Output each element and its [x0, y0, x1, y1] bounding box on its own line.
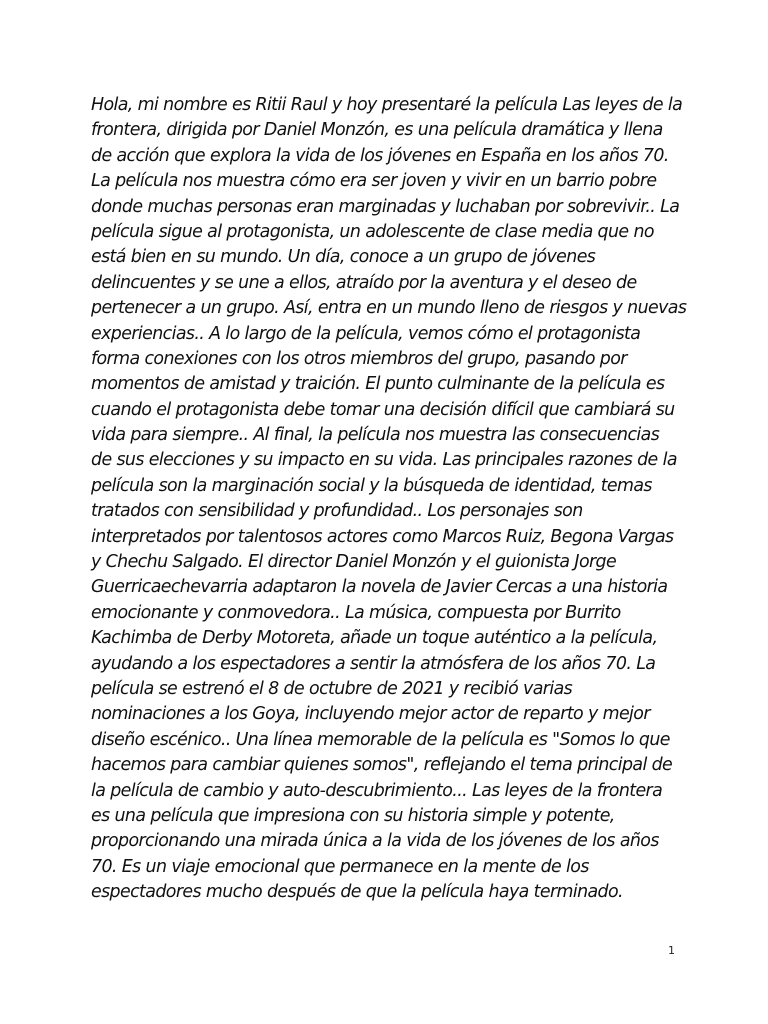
text-line: delincuentes y se une a ellos, atraído por la aventura y el deseo de	[91, 272, 637, 293]
text-line: es una película que impresiona con su historia simple y potente,	[91, 805, 615, 826]
text-line: y Chechu Salgado. El director Daniel Monzón y el guionista Jorge	[91, 552, 617, 573]
text-line: Hola, mi nombre es Ritii Raul y hoy presentaré la película Las leyes de la	[91, 95, 683, 115]
text-line: hacemos para cambiar quienes somos", reflejando el tema principal de	[91, 755, 673, 776]
text-line: diseño escénico.. Una línea memorable de la película es "Somos lo que	[91, 729, 670, 750]
text-line: pertenecer a un grupo. Así, entra en un mundo lleno de riesgos y nuevas	[91, 298, 687, 319]
text-line: Guerricaechevarria adaptaron la novela de Javier Cercas a una historia	[91, 577, 668, 598]
text-line: frontera, dirigida por Daniel Monzón, es una película dramática y llena	[91, 120, 663, 141]
text-line: espectadores mucho después de que la película haya terminado.	[91, 882, 623, 903]
text-line: película son la marginación social y la búsqueda de identidad, temas	[91, 475, 652, 496]
text-line: ayudando a los espectadores a sentir la atmósfera de los años 70. La	[91, 653, 656, 674]
text-line: momentos de amistad y traición. El punto culminante de la película es	[91, 374, 665, 395]
text-line: está bien en su mundo. Un día, conoce a un grupo de jóvenes	[91, 247, 596, 268]
text-line: Kachimba de Derby Motoreta, añade un toque auténtico a la película,	[91, 628, 658, 649]
text-line: La película nos muestra cómo era ser joven y vivir en un barrio pobre	[91, 171, 657, 192]
text-line: cuando el protagonista debe tomar una decisión difícil que cambiará su	[91, 399, 675, 420]
text-line: interpretados por talentosos actores como Marcos Ruiz, Begona Vargas	[91, 526, 674, 547]
text-line: experiencias.. A lo largo de la película, vemos cómo el protagonista	[91, 323, 641, 344]
text-line: película se estrenó el 8 de octubre de 2021 y recibió varias	[91, 678, 573, 699]
text-line: proporcionando una mirada única a la vida de los jóvenes de los años	[91, 831, 659, 852]
text-line: película sigue al protagonista, un adolescente de clase media que no	[91, 221, 654, 242]
text-line: la película de cambio y auto-descubrimiento... Las leyes de la frontera	[91, 780, 663, 801]
text-line: donde muchas personas eran marginadas y luchaban por sobrevivir.. La	[91, 196, 680, 217]
page-number: 1	[668, 944, 675, 957]
body-paragraph	[91, 93, 687, 906]
text-line: de acción que explora la vida de los jóvenes en España en los años 70.	[91, 145, 669, 166]
text-line: de sus elecciones y su impacto en su vida. Las principales razones de la	[91, 450, 677, 471]
text-line: forma conexiones con los otros miembros del grupo, pasando por	[91, 348, 627, 369]
text-line: tratados con sensibilidad y profundidad.. Los personajes son	[91, 501, 583, 522]
text-line: nominaciones a los Goya, incluyendo mejor actor de reparto y mejor	[91, 704, 650, 725]
text-line: vida para siempre.. Al final, la película nos muestra las consecuencias	[91, 425, 660, 446]
text-line: 70. Es un viaje emocional que permanece en la mente de los	[91, 856, 589, 877]
text-line: emocionante y conmovedora.. La música, compuesta por Burrito	[91, 602, 621, 623]
